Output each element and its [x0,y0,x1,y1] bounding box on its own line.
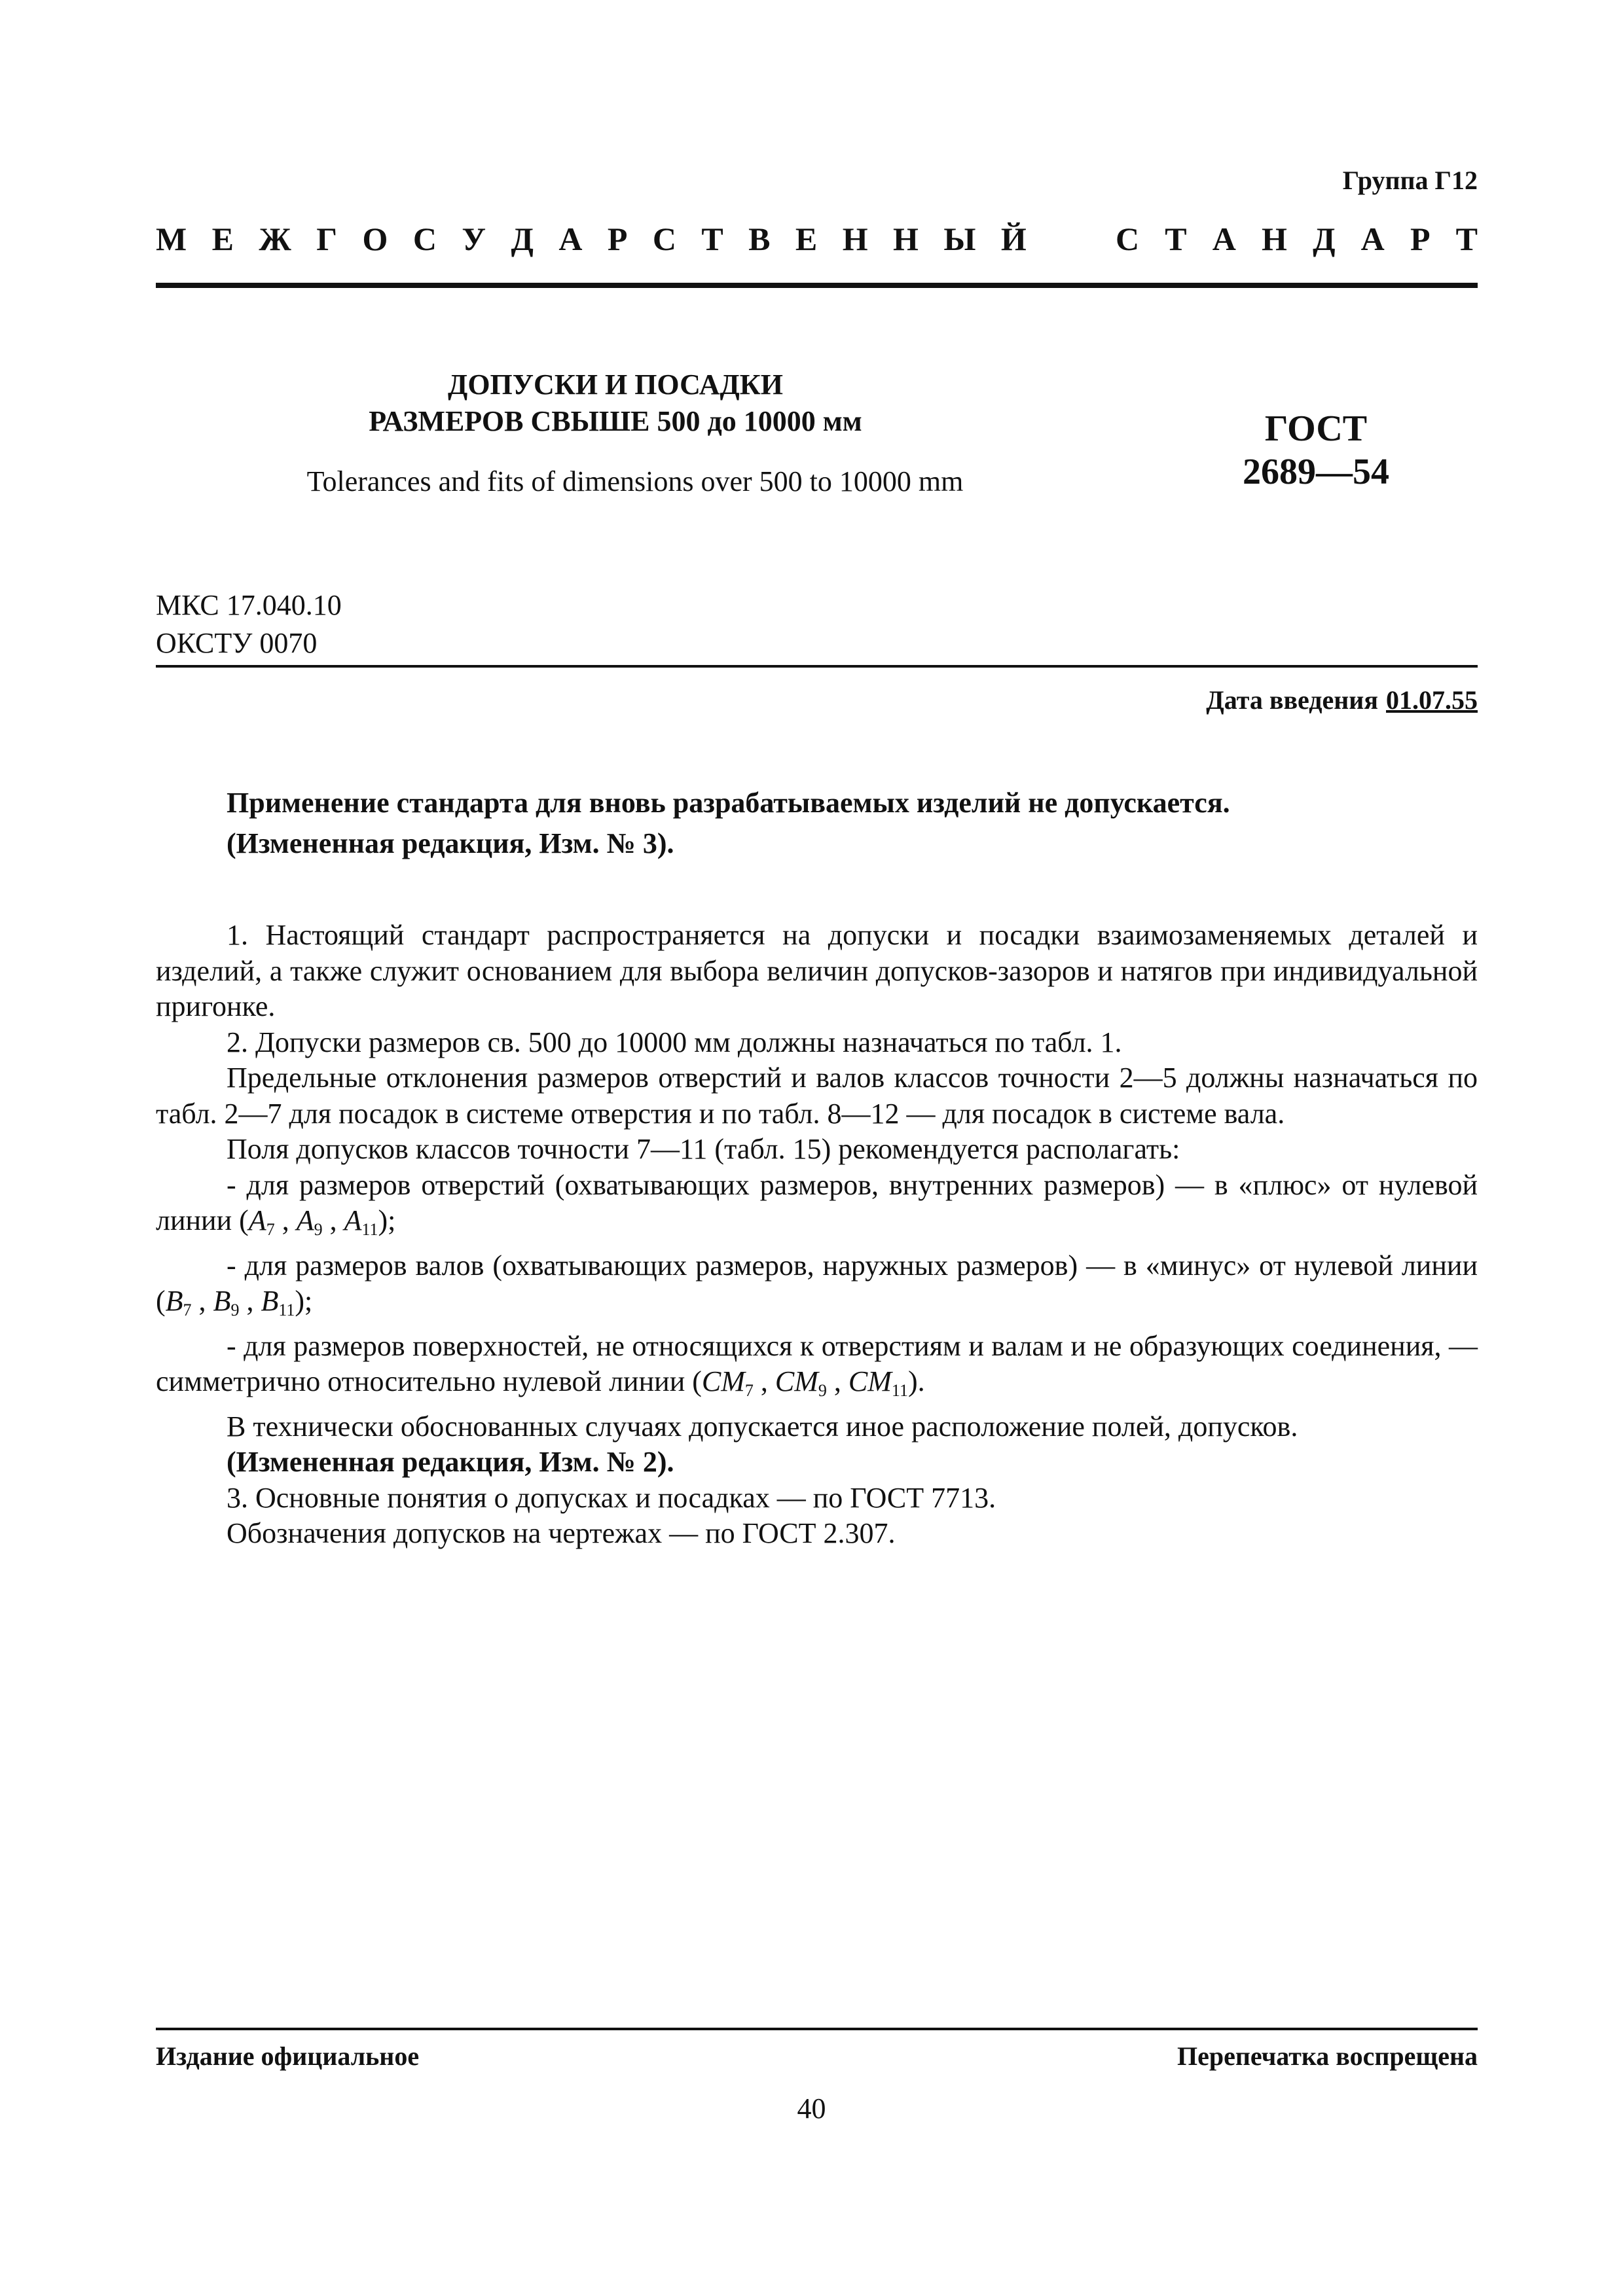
banner_left-letter: Ж [259,221,291,257]
banner_left-letter: А [558,221,583,257]
paragraph-text: - для размеров валов (охватывающих размеров, наружных размеров) — в «минус» от нулевой линии ( [156,1249,1478,1317]
notice-line-2: (Измененная редакция, Изм. № 3). [227,827,674,859]
title-line-2: РАЗМЕРОВ СВЫШЕ 500 до 10000 мм [369,405,862,437]
paragraph-5: В технически обоснованных случаях допускается иное расположение полей, допусков. [227,1410,1298,1443]
banner_left-letter: Ы [943,221,976,257]
group-code: Группа Г12 [1342,166,1478,195]
banner_left-letter: Г [316,221,338,257]
banner-right [1116,220,1478,258]
paragraph-7: Обозначения допусков на чертежах — по ГОСТ 2.307. [227,1517,896,1549]
banner_left-letter: С [412,221,437,257]
banner_right-letter: А [1212,221,1236,257]
paragraph-end: ). [907,1365,925,1397]
banner_left-letter: Р [607,221,628,257]
tolerance-symbol: $A_{11}$ [344,1204,378,1239]
tolerance-symbol: $A_9$ [296,1204,323,1239]
banner_left-letter: Н [842,221,868,257]
tolerance-symbol: $CM_7$ [701,1365,754,1400]
page-number: 40 [797,2092,826,2125]
banner_left-letter: Т [701,221,723,257]
banner_left-letter: В [748,221,771,257]
paragraph-1: 1. Настоящий стандарт распространяется на допуски и посадки взаимозаменяемых деталей и изделий, а также служит основанием для выбора величин допусков-зазоров и натягов при индивидуальной пригонке. [156,919,1478,1022]
paragraph-surfaces: - для размеров поверхностей, не относящихся к отверстиям и валам и не образующих соединения, — симметрично относительно нулевой линии ($CM_7$ , $CM_9$ , $CM_{11}$). [156,1329,1478,1400]
banner_left-letter: Е [211,221,234,257]
banner_right-letter: А [1360,221,1385,257]
notice-line-1: Применение стандарта для вновь разрабатываемых изделий не допускается. [227,787,1230,819]
introduction-date [1206,685,1478,715]
tolerance-symbol: $B_7$ [165,1285,192,1319]
paragraph-3: Предельные отклонения размеров отверстий и валов классов точности 2—5 должны назначаться по табл. 2—7 для посадок в системе отверстия и по табл. 8—12 — для посадок в системе вала. [156,1062,1478,1130]
okstu-code: ОКСТУ 0070 [156,627,318,659]
footer-edition: Издание официальное [156,2041,420,2071]
date-label: Дата введения [1206,685,1378,715]
tolerance-symbol: $B_9$ [213,1285,240,1319]
paragraph-end: ); [378,1204,396,1236]
title-line-1: ДОПУСКИ И ПОСАДКИ [448,368,783,401]
standard-banner [156,220,1478,258]
gost-designation [1178,407,1453,493]
tolerance-symbol: $B_{11}$ [261,1285,295,1319]
banner_right-letter: Н [1262,221,1287,257]
body-text [156,918,1478,1552]
paragraph-shafts: - для размеров валов (охватывающих размеров, наружных размеров) — в «минус» от нулевой линии ($B_7$ , $B_9$ , $B_{11}$); [156,1249,1478,1319]
banner_left-letter: О [362,221,388,257]
banner_left-letter: Н [893,221,919,257]
paragraph-2: 2. Допуски размеров св. 500 до 10000 мм должны назначаться по табл. 1. [227,1026,1122,1058]
paragraph-text: - для размеров поверхностей, не относящихся к отверстиям и валам и не образующих соединения, — симметрично относительно нулевой линии ( [156,1329,1478,1397]
footer-rule [156,2028,1478,2030]
banner_left-letter: Й [1000,221,1027,257]
banner_right-letter: Т [1165,221,1187,257]
banner_right-letter: Т [1455,221,1478,257]
banner_right-letter: Р [1410,221,1431,257]
banner_right-letter: Д [1313,221,1336,257]
paragraph-end: ); [295,1285,313,1317]
paragraph-6: 3. Основные понятия о допусках и посадках — по ГОСТ 7713. [227,1481,996,1514]
paragraph-holes: - для размеров отверстий (охватывающих размеров, внутренних размеров) — в «плюс» от нулевой линии ($A_7$ , $A_9$ , $A_{11}$); [156,1168,1478,1239]
title-english: Tolerances and fits of dimensions over 500 to 10000 mm [306,465,964,497]
date-value: 01.07.55 [1386,685,1478,715]
paragraph-text: - для размеров отверстий (охватывающих размеров, внутренних размеров) — в «плюс» от нулевой линии ( [156,1168,1478,1236]
classification-codes [156,586,342,662]
gost-number: 2689—54 [1243,452,1389,492]
document-title [308,367,923,440]
banner-left [156,220,1027,258]
tolerance-symbol: $A_7$ [248,1204,275,1239]
tolerance-symbol: $CM_9$ [775,1365,827,1400]
banner_left-letter: У [462,221,486,257]
mks-code: МКС 17.040.10 [156,589,342,621]
header-rule [156,283,1478,288]
paragraph-4: Поля допусков классов точности 7—11 (табл. 15) рекомендуется располагать: [227,1133,1180,1165]
tolerance-symbol: $CM_{11}$ [848,1365,908,1400]
gost-label: ГОСТ [1264,408,1368,449]
banner_left-letter: Д [511,221,534,257]
notice-block [227,783,1230,864]
banner_left-letter: Е [795,221,818,257]
banner_left-letter: М [156,221,187,257]
codes-rule [156,665,1478,668]
banner_left-letter: С [652,221,676,257]
banner_right-letter: С [1116,221,1140,257]
footer-reprint: Перепечатка воспрещена [1177,2041,1478,2071]
amendment-note: (Измененная редакция, Изм. № 2). [227,1446,674,1478]
